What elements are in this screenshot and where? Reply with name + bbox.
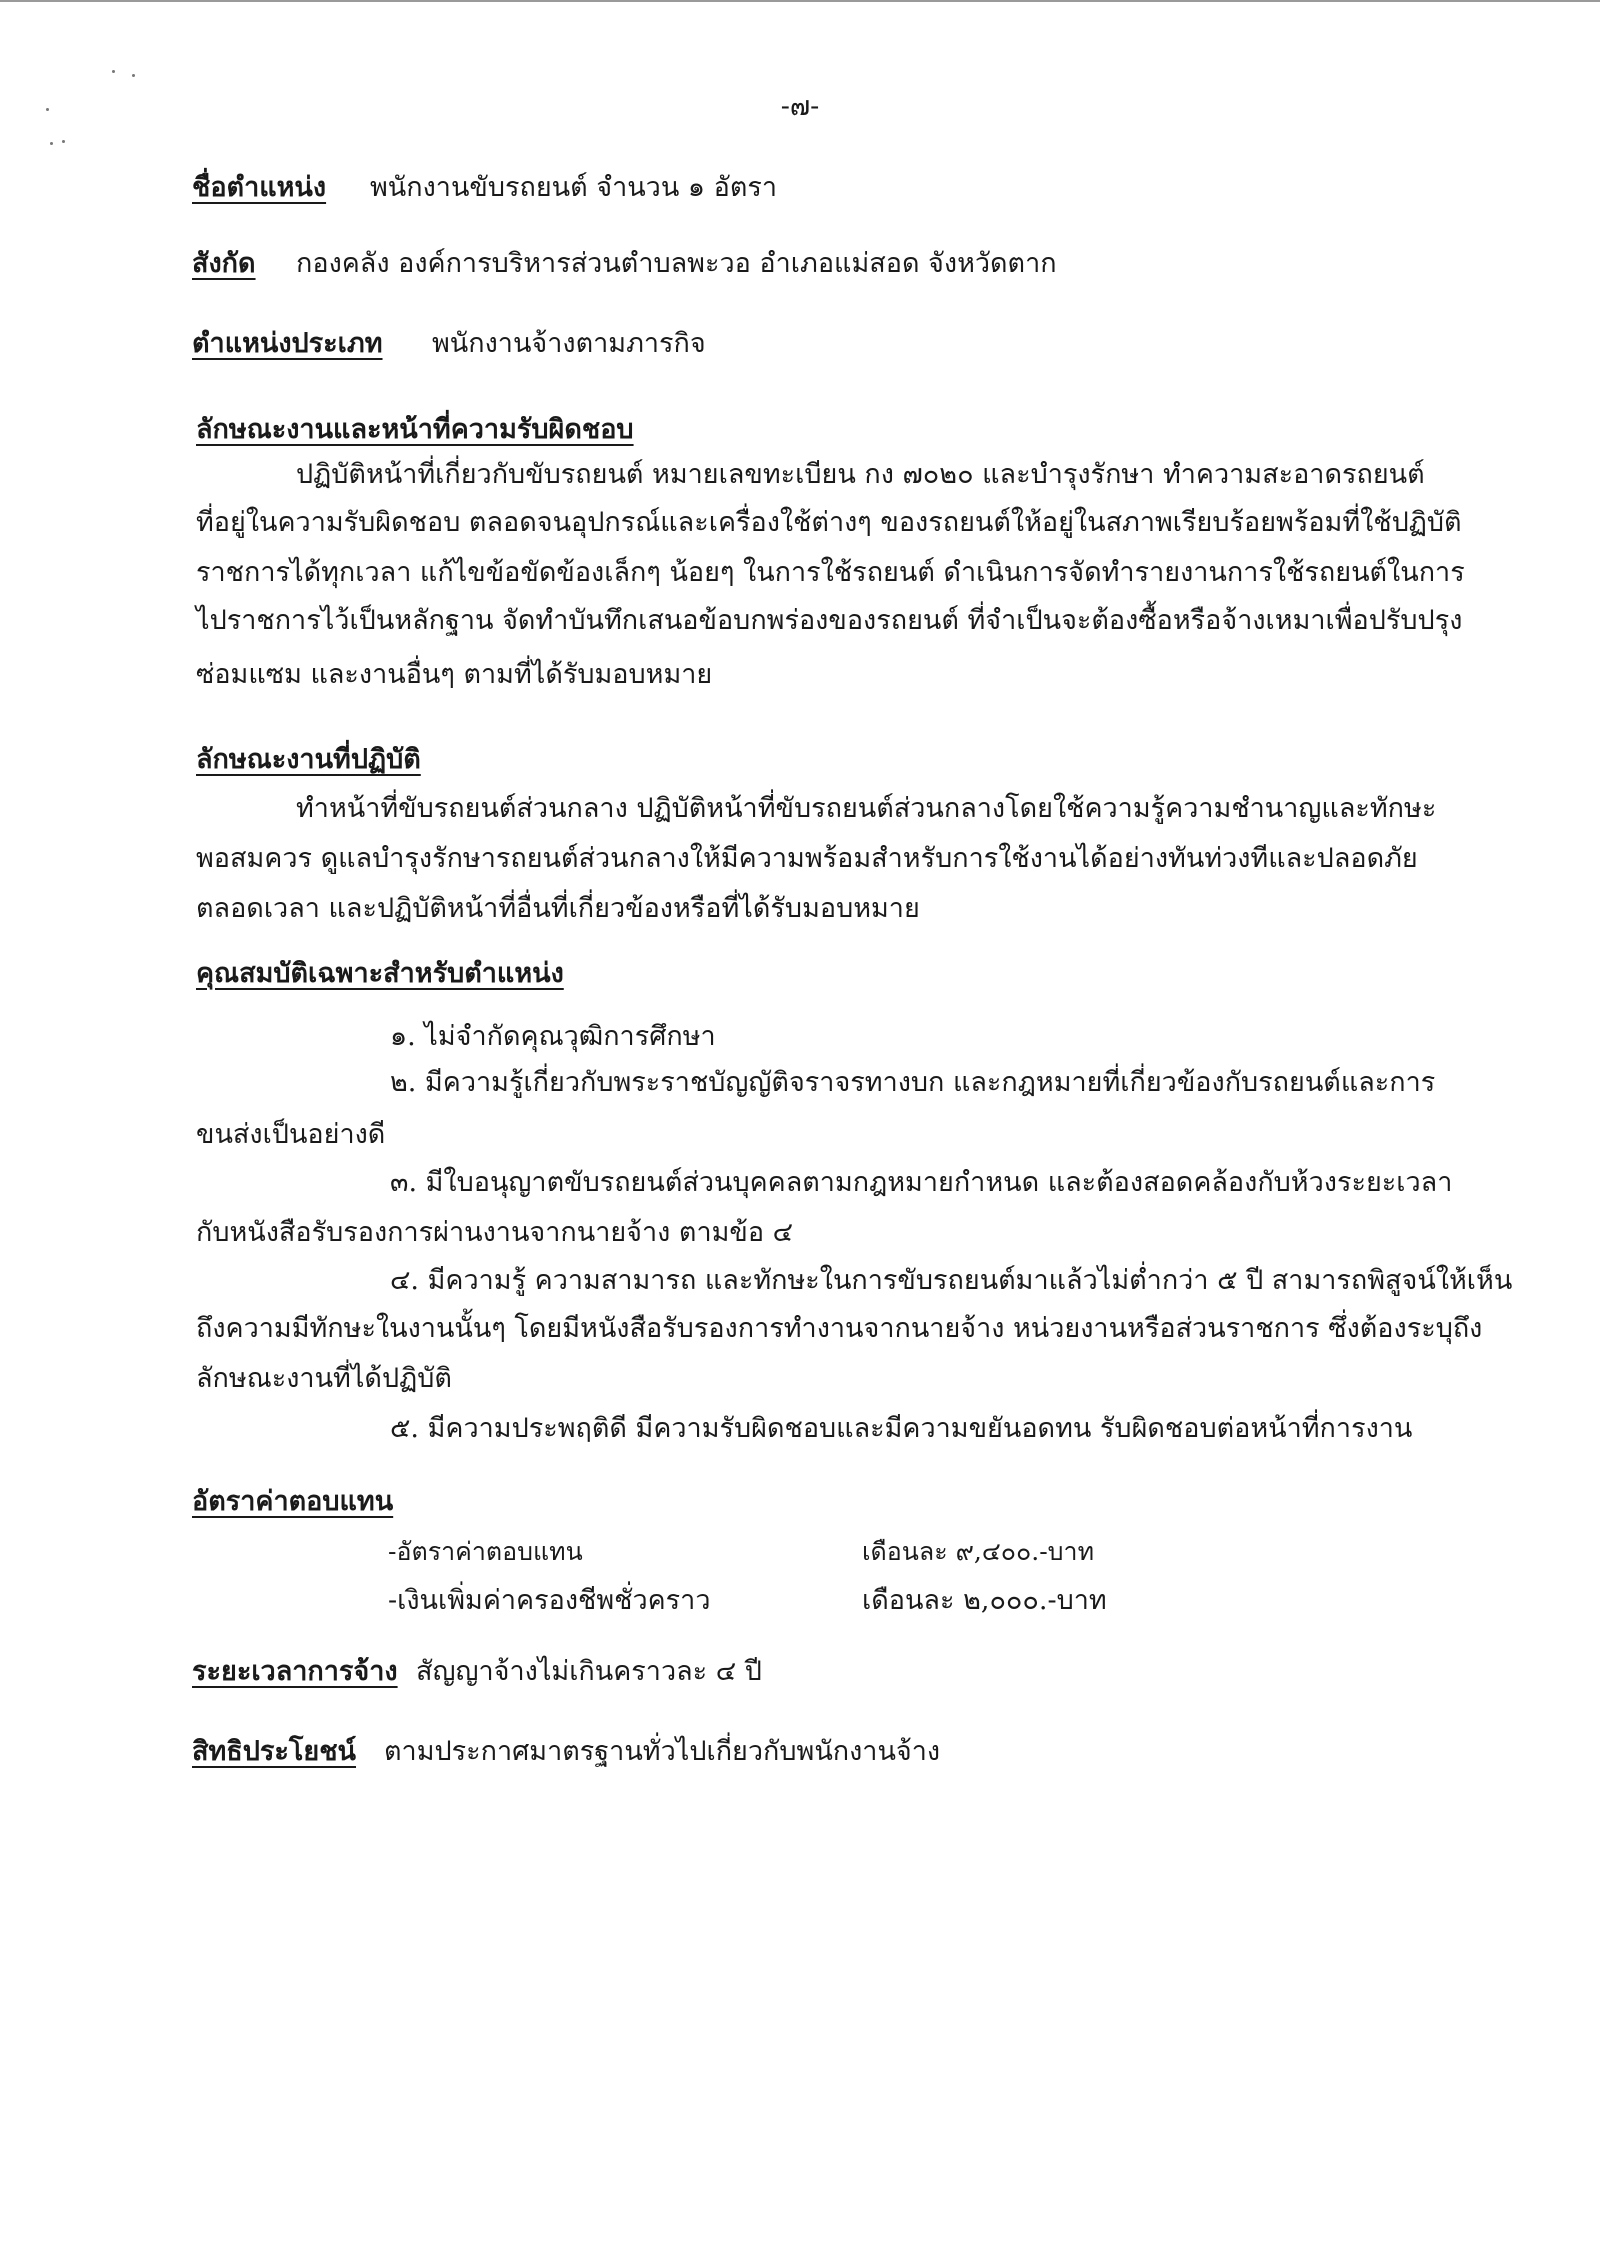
scan-top-edge [0, 0, 1600, 2]
qualification-item: ๑. ไม่จำกัดคุณวุฒิการศึกษา [390, 1021, 716, 1052]
compensation-row-label: -อัตราค่าตอบแทน [388, 1537, 583, 1566]
qualification-item: ขนส่งเป็นอย่างดี [196, 1119, 386, 1150]
qualification-item: กับหนังสือรับรองการผ่านงานจากนายจ้าง ตามข้อ ๔ [196, 1217, 794, 1248]
qualification-item: ๒. มีความรู้เกี่ยวกับพระราชบัญญัติจราจรทางบก และกฎหมายที่เกี่ยวข้องกับรถยนต์และการ [390, 1067, 1436, 1098]
compensation-row-label: -เงินเพิ่มค่าครองชีพชั่วคราว [388, 1585, 711, 1616]
work-nature-line: พอสมควร ดูแลบำรุงรักษารถยนต์ส่วนกลางให้มีความพร้อมสำหรับการใช้งานได้อย่างทันท่วงทีและปลอดภัย [196, 843, 1418, 874]
duties-line: ปฏิบัติหน้าที่เกี่ยวกับขับรถยนต์ หมายเลขทะเบียน กง ๗๐๒๐ และบำรุงรักษา ทำความสะอาดรถยนต์ [296, 459, 1425, 490]
position-value: พนักงานขับรถยนต์ จำนวน ๑ อัตรา [370, 172, 778, 203]
compensation-heading: อัตราค่าตอบแทน [192, 1486, 394, 1517]
compensation-row-value: เดือนละ ๙,๔๐๐.-บาท [862, 1537, 1095, 1566]
benefits-value: ตามประกาศมาตรฐานทั่วไปเกี่ยวกับพนักงานจ้าง [384, 1736, 941, 1767]
qualification-item: ๔. มีความรู้ ความสามารถ และทักษะในการขับรถยนต์มาแล้วไม่ต่ำกว่า ๕ ปี สามารถพิสูจน์ให้เห็น [390, 1265, 1513, 1296]
position-type-label: ตำแหน่งประเภท [192, 328, 383, 359]
benefits-label: สิทธิประโยชน์ [192, 1736, 357, 1767]
duties-line: ซ่อมแซม และงานอื่นๆ ตามที่ได้รับมอบหมาย [196, 659, 713, 690]
contract-period-label: ระยะเวลาการจ้าง [192, 1656, 398, 1687]
qualifications-heading: คุณสมบัติเฉพาะสำหรับตำแหน่ง [196, 958, 564, 989]
duties-line: ที่อยู่ในความรับผิดชอบ ตลอดจนอุปกรณ์และเครื่องใช้ต่างๆ ของรถยนต์ให้อยู่ในสภาพเรียบร้อยพร้อมที่ใช้ปฏิบัติ [196, 507, 1462, 538]
contract-period-value: สัญญาจ้างไม่เกินคราวละ ๔ ปี [416, 1656, 762, 1687]
position-type-value: พนักงานจ้างตามภารกิจ [432, 328, 706, 359]
compensation-row-value: เดือนละ ๒,๐๐๐.-บาท [862, 1585, 1107, 1616]
duties-line: ไปราชการไว้เป็นหลักฐาน จัดทำบันทึกเสนอข้อบกพร่องของรถยนต์ ที่จำเป็นจะต้องซื้อหรือจ้างเหมาเพื่อปรับปรุง [196, 605, 1463, 636]
page-number: -๗- [780, 91, 820, 122]
duties-heading: ลักษณะงานและหน้าที่ความรับผิดชอบ [196, 414, 634, 445]
qualification-item: ลักษณะงานที่ได้ปฏิบัติ [196, 1363, 452, 1394]
qualification-item: ๕. มีความประพฤติดี มีความรับผิดชอบและมีความขยันอดทน รับผิดชอบต่อหน้าที่การงาน [390, 1413, 1413, 1444]
work-nature-line: ทำหน้าที่ขับรถยนต์ส่วนกลาง ปฏิบัติหน้าที่ขับรถยนต์ส่วนกลางโดยใช้ความรู้ความชำนาญและทักษะ [296, 793, 1437, 824]
affiliation-value: กองคลัง องค์การบริหารส่วนตำบลพะวอ อำเภอแม่สอด จังหวัดตาก [296, 248, 1057, 279]
position-label: ชื่อตำแหน่ง [192, 172, 327, 203]
qualification-item: ถึงความมีทักษะในงานนั้นๆ โดยมีหนังสือรับรองการทำงานจากนายจ้าง หน่วยงานหรือส่วนราชการ ซึ่งต้องระบุถึง [196, 1313, 1483, 1344]
duties-line: ราชการได้ทุกเวลา แก้ไขข้อขัดข้องเล็กๆ น้อยๆ ในการใช้รถยนต์ ดำเนินการจัดทำรายงานการใช้รถยนต์ในการ [196, 557, 1465, 588]
work-nature-line: ตลอดเวลา และปฏิบัติหน้าที่อื่นที่เกี่ยวข้องหรือที่ได้รับมอบหมาย [196, 893, 920, 924]
qualification-item: ๓. มีใบอนุญาตขับรถยนต์ส่วนบุคคลตามกฎหมายกำหนด และต้องสอดคล้องกับห้วงระยะเวลา [390, 1167, 1453, 1198]
work-nature-heading: ลักษณะงานที่ปฏิบัติ [196, 744, 421, 775]
affiliation-label: สังกัด [192, 248, 256, 279]
